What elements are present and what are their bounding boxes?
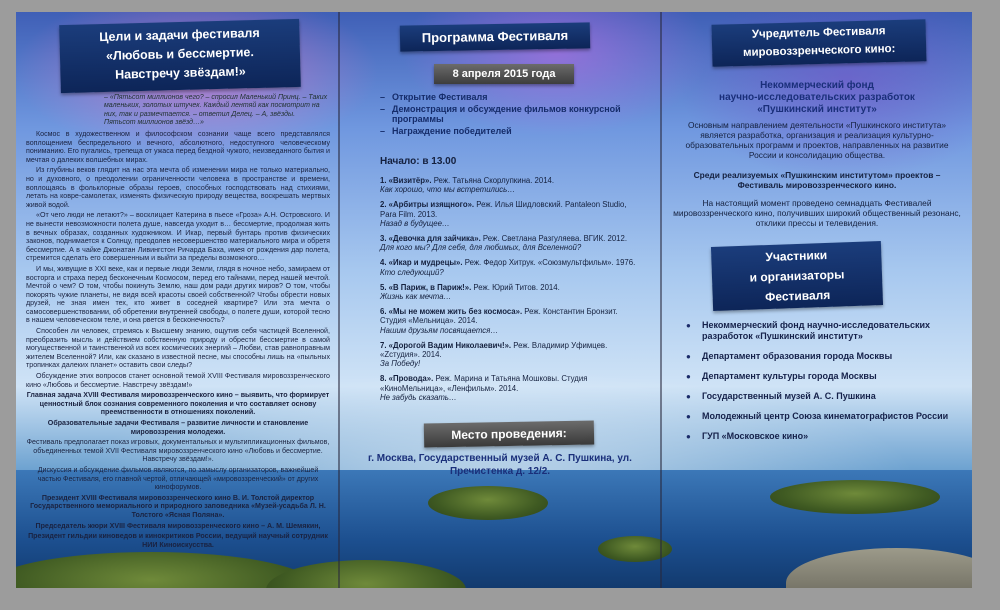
goals-title-banner [59, 19, 301, 93]
film-entry-1 [380, 176, 642, 194]
founder-title-banner [711, 19, 926, 67]
film-info-3: Реж. Светлана Разгуляева. ВГИК. 2012. [480, 234, 628, 244]
film-entry-7 [380, 341, 642, 369]
jury-chair-title-text: Президент гильдии киноведов и кинокритиков России, ведущий научный сотрудник НИИ Киноискусства. [28, 532, 328, 549]
film-title-3: 3. «Девочка для зайчика». [380, 234, 481, 244]
little-prince-quote: – «Пятьсот миллионов чего? – спросил Маленький Принц. – Таких маленьких, золотых штучек. Каждый лентяй как посмотрит на них, так и размечтается. – ответил Делец. – А, звёзды. Пятьсот миллионов звёзд…» [104, 94, 328, 127]
founder-org-line-2: научно-исследовательских разработок [719, 92, 915, 103]
participant-culture-dept: ● Департамент культуры города Москвы [686, 371, 966, 382]
agenda-item-opening: – Открытие Фестиваля [380, 92, 642, 103]
film-title-7: 7. «Дорогой Вадим Николаевич!». [380, 340, 512, 350]
founder-history: На настоящий момент проведено семнадцать Фестивалей мировоззренческого кино, получивших широкий общественный резонанс, отклики прессы и телевидения. [673, 198, 961, 228]
film-quote-8: Не забудь сказать… [380, 392, 457, 402]
film-list [380, 176, 642, 408]
agenda-item-awards: – Награждение победителей [380, 126, 642, 137]
participant-pushkin-museum: ● Государственный музей А. С. Пушкина [686, 391, 966, 402]
participant-youth-center: ● Молодежный центр Союза кинематографистов России [686, 411, 966, 422]
panel-goals [16, 12, 338, 588]
goals-paragraph-4: И мы, живущие в XXI веке, как и первые люди Земли, глядя в ночное небо, замираем от восторга и страха перед бесконечным Космосом, перед его тайнами, перед нашей мечтой. Мечтой о чем? О том, чтобы покинуть Землю, наш дом ради других миров? О том, чтобы покорять чужие планеты, не видя всей красоты своей собственной? Чтобы обрести новых друзей, не зная имен тех, кто живет в соседней квартире? Или эта мечта о самосовершенствовании, об обретении внутренней свободы, о полете души, которой тесно в нашем человеческом теле, и она рвется в бесконечность? [26, 264, 330, 325]
panel-program [340, 12, 660, 588]
film-quote-6: Нашим друзьям посвящается… [380, 325, 499, 335]
founder-org-line-1: Некоммерческий фонд [760, 80, 874, 91]
film-info-2: Реж. Илья Шидловский. Pantaleon Studio, Para Film. 2013. [380, 200, 627, 219]
agenda-block [380, 92, 642, 137]
film-info-5: Реж. Юрий Титов. 2014. [471, 282, 560, 292]
film-quote-3: Для кого мы? Для себя, для любимых, для Вселенной? [380, 243, 582, 253]
participant-pushkin-institute: ● Некоммерческий фонд научно-исследовательских разработок «Пушкинский институт» [686, 320, 966, 342]
participants-title-line-2: и организаторы [749, 267, 845, 285]
founder-projects: Среди реализуемых «Пушкинским институтом» проектов – Фестиваль мировоззренческого кино. [693, 170, 941, 190]
film-entry-6 [380, 307, 642, 335]
goals-title-line-3: Навстречу звёздам!» [114, 64, 246, 82]
film-info-4: Реж. Федор Хитрук. «Союзмультфильм». 1976. [462, 258, 636, 268]
jury-chair-text: Председатель жюри XVIII Фестиваля мировоззренческого кино – А. М. Шемякин, [35, 521, 321, 530]
founder-title-line-2: мировоззренческого кино: [742, 43, 896, 59]
founder-title-line-1: Учредитель Фестиваля [751, 25, 886, 41]
film-entry-3 [380, 234, 642, 252]
film-entry-4 [380, 258, 642, 276]
founder-org-line-3: «Пушкинский институт» [757, 104, 877, 115]
edu-task-text: Образовательные задачи Фестиваля – развитие личности и становление мировоззрения молодежи. [47, 419, 309, 436]
film-info-1: Реж. Татьяна Скорлупкина. 2014. [431, 176, 555, 185]
film-entry-5 [380, 283, 642, 301]
date-banner: 8 апреля 2015 года [434, 64, 574, 84]
film-title-5: 5. «В Париж, в Париж!». [380, 282, 472, 292]
goals-paragraph-3: «От чего люди не летают?» – восклицает Катерина в пьесе «Гроза» А.Н. Островского. И не вынести невозможности полета душе, навсегда уходит в… бессмертие, продолжая жить в вечных образах, созданных художником. И Икар, первый бунтарь против физических законов, поднимается к Солнцу, преодолев несовершенство материального мира и обретя бессмертие. А в чайке Джонатан Ливингстон Ричарда Баха, имея от рождения дар полета, стремится сделать его совершенным и выйти за пределы возможного… [26, 211, 330, 263]
film-title-8: 8. «Провода». [380, 374, 434, 384]
participants-list [686, 320, 966, 451]
goals-paragraph-6: Обсуждение этих вопросов станет основной темой XVIII Фестиваля мировоззренческого кино «Любовь и бессмертие. Навстречу звёздам!» [26, 372, 330, 389]
film-title-4: 4. «Икар и мудрецы». [380, 258, 463, 268]
program-title-banner: Программа Фестиваля [400, 22, 590, 51]
goals-body [26, 130, 330, 551]
goals-title-line-1: Цели и задачи фестиваля [99, 25, 260, 45]
brochure-sheet [16, 12, 972, 588]
film-quote-5: Жизнь как мечта… [380, 292, 452, 302]
participants-title-line-1: Участники [765, 247, 828, 265]
film-entry-2 [380, 200, 642, 228]
goals-paragraph-5: Способен ли человек, стремясь к Высшему знанию, ощутив себя частицей Вселенной, преобразить мысль и действием собственную природу и обрести бессмертие в самой могущественной и таинственной из всех космических энергий – Любви, став равноправным жителем Вселенной? Или, как сказано в известной песне, мы способны лишь на «пыльных тропинках далеких планет» оставить свои следы? [26, 327, 330, 370]
film-info-6: Реж. Константин Бронзит. Студия «Мельница». 2014. [380, 307, 618, 326]
film-quote-7: За Победу! [380, 359, 421, 369]
film-title-1: 1. «Визитёр». [380, 176, 432, 185]
founder-org-name [672, 80, 962, 116]
goals-title-line-2: «Любовь и бессмертие. [105, 45, 255, 63]
main-task-text: Главная задача XVIII Фестиваля мировоззренческого кино – выявить, что формирует ценностный блок сознания современного поколения и что составляет основу преемственности в отношениях поколений. [26, 391, 330, 417]
goals-paragraph-1: Космос в художественном и философском сознании чаще всего представлялся воплощением беспредельного и вечного, абсолютного, недоступного человеческому пониманию. Его пугались, трепеща от ужаса перед бездной чужого, неизведанного бытия и мечтая о далеких волшебных мирах. [26, 130, 330, 164]
film-info-7: Реж. Владимир Уфимцев. «Zстудия». 2014. [380, 340, 608, 360]
film-quote-4: Кто следующий? [380, 267, 444, 277]
film-info-8: Реж. Марина и Татьяна Мошковы. Студия «КиноМельница», «Ленфильм». 2014. [380, 374, 588, 393]
film-quote-1: Как хорошо, что мы встретились… [380, 185, 516, 195]
venue-title-banner: Место проведения: [424, 421, 594, 448]
participants-title-line-3: Фестиваля [764, 287, 831, 305]
agenda-item-screening: – Демонстрация и обсуждение фильмов конкурсной программы [380, 104, 642, 125]
film-quote-2: Назад в будущее… [380, 218, 450, 228]
participant-moscow-kino: ● ГУП «Московское кино» [686, 431, 966, 442]
film-title-2: 2. «Арбитры изящного». [380, 200, 475, 210]
founder-description: Основным направлением деятельности «Пушкинского института» является разработка, организация и реализация культурно-образовательных программ и проектов, направленных на развитие России и консолидацию общества. [685, 120, 949, 160]
festival-plan-text: Фестиваль предполагает показ игровых, документальных и мультипликационных фильмов, объединенных темой XVII Фестиваля мировоззренческого кино «Любовь и бессмертие. Навстречу звёздам!». [26, 438, 330, 464]
participants-title-banner [711, 241, 883, 311]
film-entry-8 [380, 374, 642, 402]
panel-founder [662, 12, 972, 588]
start-time: Начало: в 13.00 [380, 156, 457, 167]
goals-paragraph-2: Из глубины веков глядит на нас эта мечта об изменении мира не только материально, но и духовного, о преодолении ограниченности человека в пространстве и времени, воплощаясь в фольклорные образы героев, способных господствовать над стихиями, летать на ковре-самолетах, изменять физическую природу вещества, воскрешать мертвых живой водой. [26, 166, 330, 209]
film-title-6: 6. «Мы не можем жить без космоса». [380, 307, 523, 317]
president-text: Президент XVIII Фестиваля мировоззренческого кино В. И. Толстой директор Государственного мемориального и природного заповедника «Музей-усадьба Л. Н. Толстого «Ясная Поляна». [30, 493, 326, 519]
discussion-text: Дискуссия и обсуждение фильмов являются, по замыслу организаторов, важнейшей частью Фестиваля, его главной чертой, отличающей «мировоззренческий» от других кинофорумов. [37, 465, 319, 492]
venue-address: г. Москва, Государственный музей А. С. Пушкина, ул. Пречистенка д. 12/2. [368, 453, 632, 477]
participant-education-dept: ● Департамент образования города Москвы [686, 351, 966, 362]
